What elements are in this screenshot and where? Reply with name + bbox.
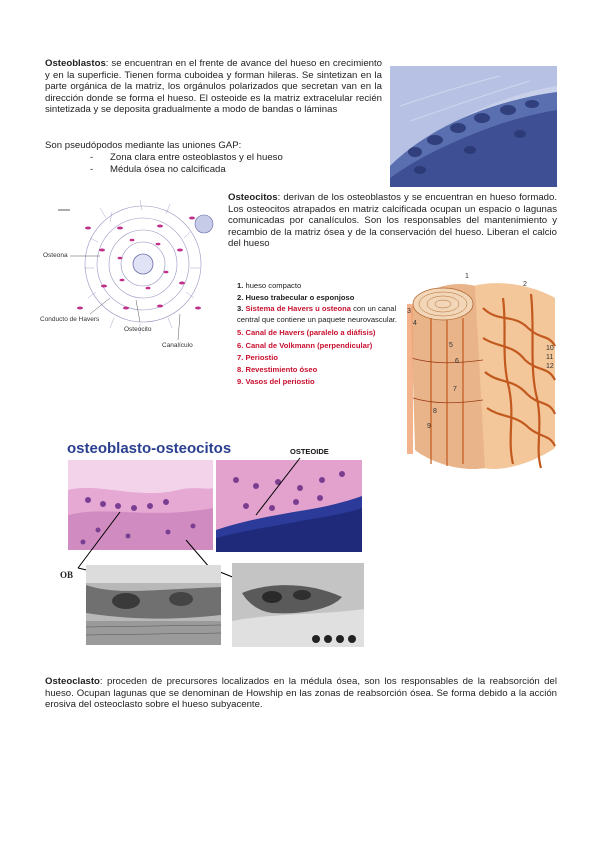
label-osteocito: Osteocito bbox=[124, 326, 152, 333]
he-right-svg bbox=[216, 460, 362, 552]
osteoclasto-paragraph bbox=[45, 676, 557, 711]
bone-number: 7 bbox=[453, 386, 457, 393]
em-right-svg bbox=[232, 563, 364, 647]
osteocitos-term: Osteocitos bbox=[228, 192, 278, 203]
he-left-svg bbox=[68, 460, 213, 550]
bone-number: 1 bbox=[465, 273, 469, 280]
bone-number: 2 bbox=[523, 281, 527, 288]
bone-number: 11 bbox=[546, 354, 554, 361]
list-item: 1. hueso compacto bbox=[237, 281, 302, 290]
bone-number: 5 bbox=[449, 342, 453, 349]
em-left-svg bbox=[86, 565, 221, 645]
label-canaliculo: Canalículo bbox=[162, 342, 193, 349]
label-conducto-havers: Conducto de Havers bbox=[40, 316, 100, 323]
osteoblastos-text: : se encuentran en el frente de avance del hueso en crecimiento y en la superficie. Tienen forma cuboidea y forman hileras. Se sintetizan en la parte orgánica de la matriz, los orgánulos polarizados que secretan van en la dirección donde se forma el hueso. El osteoide es la matriz extracelular recién sintetizada y se deposita gradualmente a modo de bandas o láminas bbox=[45, 58, 382, 116]
he-stain-image-left bbox=[68, 460, 213, 550]
osteoblast-histology-image bbox=[390, 66, 557, 187]
bone-number: 8 bbox=[433, 408, 437, 415]
gap-line-text: Son pseudópodos mediante las uniones GAP: bbox=[45, 140, 242, 151]
osteoblastos-term: Osteoblastos bbox=[45, 58, 106, 69]
list-item: 3. Sistema de Havers u osteona con un canal central que contiene un paquete neurovascular. bbox=[237, 304, 398, 324]
bullet-text: Zona clara entre osteoblastos y el hueso bbox=[110, 152, 283, 163]
osteoblast-histology-svg bbox=[390, 66, 557, 187]
micrograph-title: osteoblasto-osteocitos bbox=[67, 440, 232, 457]
list-item: 5. Canal de Havers (paralelo a diáfisis) bbox=[237, 328, 376, 338]
bone-structure-list bbox=[237, 280, 402, 388]
osteocitos-paragraph bbox=[228, 192, 557, 250]
em-image-osteoclast bbox=[232, 563, 364, 647]
osteocitos-text: : derivan de los osteoblastos y se encuentran en hueso formado. Los osteocitos atrapados en matriz calcificada ocupan un espacio o lagunas comunicadas por canalículos. Son los responsables del mantenimiento y recambio de la matriz ósea y de la conservación del hueso. Liberan el calcio del hueso bbox=[228, 192, 557, 250]
em-image-osteoblast bbox=[86, 565, 221, 645]
list-item: 2. Hueso trabecular o esponjoso bbox=[237, 293, 355, 303]
bone-number: 6 bbox=[455, 358, 459, 365]
list-item: 7. Periostio bbox=[237, 352, 278, 362]
label-osteona: Osteona bbox=[43, 252, 68, 259]
osteocyte-diagram bbox=[40, 188, 220, 356]
osteoclasto-term: Osteoclasto bbox=[45, 676, 100, 687]
osteoclasto-text: : proceden de precursores localizados en la médula ósea, son los responsables de la reabsorción del hueso. Ocupan lagunas que se denominan de Howship en las zonas de reabsorción ósea. Se forma debido a la acción erosiva del osteoclasto sobre el hueso subyacente. bbox=[45, 676, 557, 711]
bone-number: 10 bbox=[546, 345, 554, 352]
bone-illustration-svg bbox=[403, 268, 558, 474]
bullet-text: Médula ósea no calcificada bbox=[110, 164, 226, 175]
bone-structure-illustration bbox=[403, 268, 558, 474]
list-item: 9. Vasos del periostio bbox=[237, 377, 315, 387]
bone-number: 4 bbox=[413, 320, 417, 327]
bullet-dash: - bbox=[90, 152, 94, 163]
bone-number: 12 bbox=[546, 363, 554, 370]
osteoblastos-paragraph bbox=[45, 58, 382, 116]
bone-number: 3 bbox=[407, 308, 411, 315]
list-item: 6. Canal de Volkmann (perpendicular) bbox=[237, 340, 373, 350]
list-item: 8. Revestimiento óseo bbox=[237, 365, 318, 375]
gap-line bbox=[45, 140, 382, 152]
osteoide-label: OSTEOIDE bbox=[290, 447, 329, 456]
ob-label: OB bbox=[60, 570, 74, 580]
bullet-dash: - bbox=[90, 164, 94, 175]
bone-number: 9 bbox=[427, 423, 431, 430]
he-stain-image-right bbox=[216, 460, 362, 552]
